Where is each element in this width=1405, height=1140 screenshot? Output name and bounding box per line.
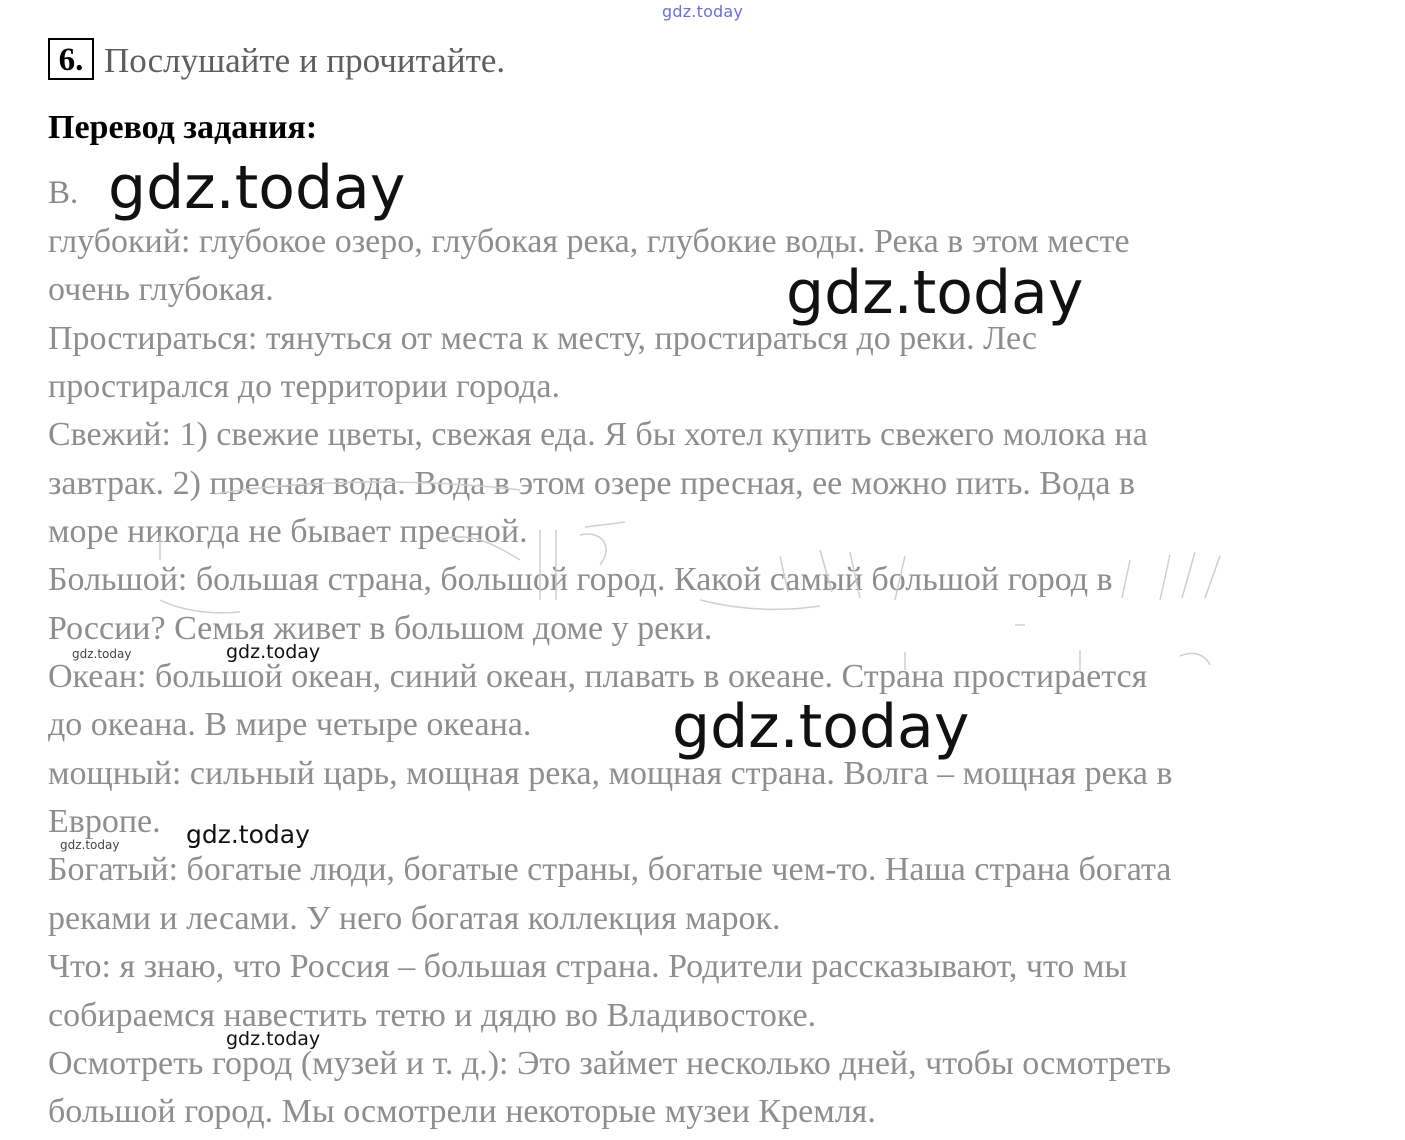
text-line: до океана. В мире четыре океана. [48,706,532,744]
text-line: очень глубокая. [48,271,274,309]
text-line: Богатый: богатые люди, богатые страны, богатые чем-то. Наша страна богата [48,851,1172,889]
translation-heading: Перевод задания: [48,109,318,146]
watermark: gdz.today [226,641,321,663]
watermark: gdz.today [72,647,132,661]
watermark: gdz.today [786,258,1084,328]
text-line: большой город. Мы осмотрели некоторые музеи Кремля. [48,1093,876,1131]
text-line: Что: я знаю, что Россия – большая страна. Родители рассказывают, что мы [48,948,1128,986]
watermark-top: gdz.today [662,2,744,21]
text-line: Простираться: тянуться от места к месту, простираться до реки. Лес [48,319,1037,357]
watermark: gdz.today [226,1028,321,1050]
watermark: gdz.today [186,820,310,849]
text-line: реками и лесами. У него богатая коллекция марок. [48,899,781,937]
text-line: Свежий: 1) свежие цветы, свежая еда. Я бы хотел купить свежего молока на [48,416,1148,454]
text-line: простирался до территории города. [48,368,561,406]
watermark: gdz.today [60,838,120,852]
watermark: gdz.today [672,692,970,762]
text-line: Осмотреть город (музей и т. д.): Это займет несколько дней, чтобы осмотреть [48,1044,1172,1082]
section-letter: В. [48,175,79,211]
text-line: море никогда не бывает пресной. [48,513,528,551]
text-line: Океан: большой океан, синий океан, плавать в океане. Страна простирается [48,658,1148,696]
text-line: глубокий: глубокое озеро, глубокая река, глубокие воды. Река в этом месте [48,223,1130,260]
text-line: завтрак. 2) пресная вода. Вода в этом озере пресная, ее можно пить. Вода в [48,464,1136,502]
text-line: мощный: сильный царь, мощная река, мощная страна. Волга – мощная река в [48,754,1173,792]
text-line: собираемся навестить тетю и дядю во Владивостоке. [48,996,817,1034]
text-line: Большой: большая страна, большой город. Какой самый большой город в [48,561,1113,599]
watermark: gdz.today [108,153,406,223]
text-line: России? Семья живет в большом доме у реки. [48,609,713,647]
text-line: Европе. [48,803,161,841]
task-instruction: Послушайте и прочитайте. [104,41,506,80]
text-body [48,218,1368,1137]
task-number-box: 6. [48,38,94,80]
